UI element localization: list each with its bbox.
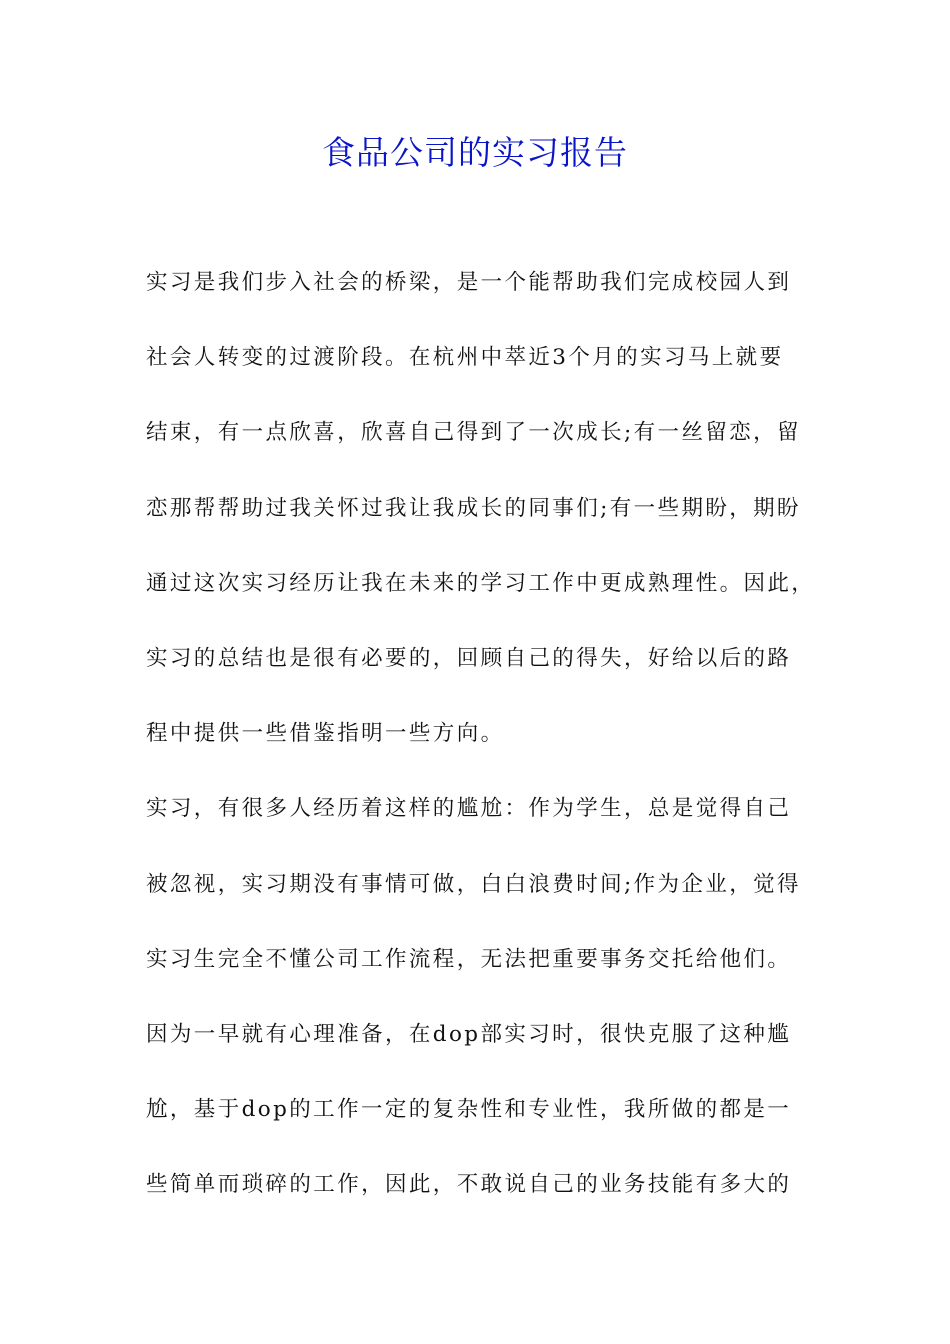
body-line: 实习生完全不懂公司工作流程，无法把重要事务交托给他们。 [146, 946, 792, 972]
body-line: 些简单而琐碎的工作，因此，不敢说自己的业务技能有多大的 [146, 1172, 792, 1198]
body-line: 实习的总结也是很有必要的，回顾自己的得失，好给以后的路 [146, 645, 792, 671]
body-line: 通过这次实习经历让我在未来的学习工作中更成熟理性。因此， [146, 570, 816, 596]
body-line: 结束，有一点欣喜，欣喜自己得到了一次成长;有一丝留恋，留 [146, 420, 801, 446]
body-line: 因为一早就有心理准备，在dop部实习时，很快克服了这种尴 [146, 1021, 792, 1047]
body-line: 尬，基于dop的工作一定的复杂性和专业性，我所做的都是一 [146, 1097, 792, 1123]
body-line: 被忽视，实习期没有事情可做，白白浪费时间;作为企业，觉得 [146, 871, 801, 897]
body-line: 社会人转变的过渡阶段。在杭州中萃近3个月的实习马上就要 [146, 345, 784, 371]
body-line: 实习，有很多人经历着这样的尴尬：作为学生，总是觉得自己 [146, 796, 792, 822]
body-line: 程中提供一些借鉴指明一些方向。 [146, 721, 505, 747]
document-body [146, 258, 846, 1235]
document-title: 食品公司的实习报告 [322, 133, 628, 172]
body-line: 实习是我们步入社会的桥梁，是一个能帮助我们完成校园人到 [146, 270, 792, 295]
body-line: 恋那帮帮助过我关怀过我让我成长的同事们;有一些期盼，期盼 [146, 495, 801, 521]
